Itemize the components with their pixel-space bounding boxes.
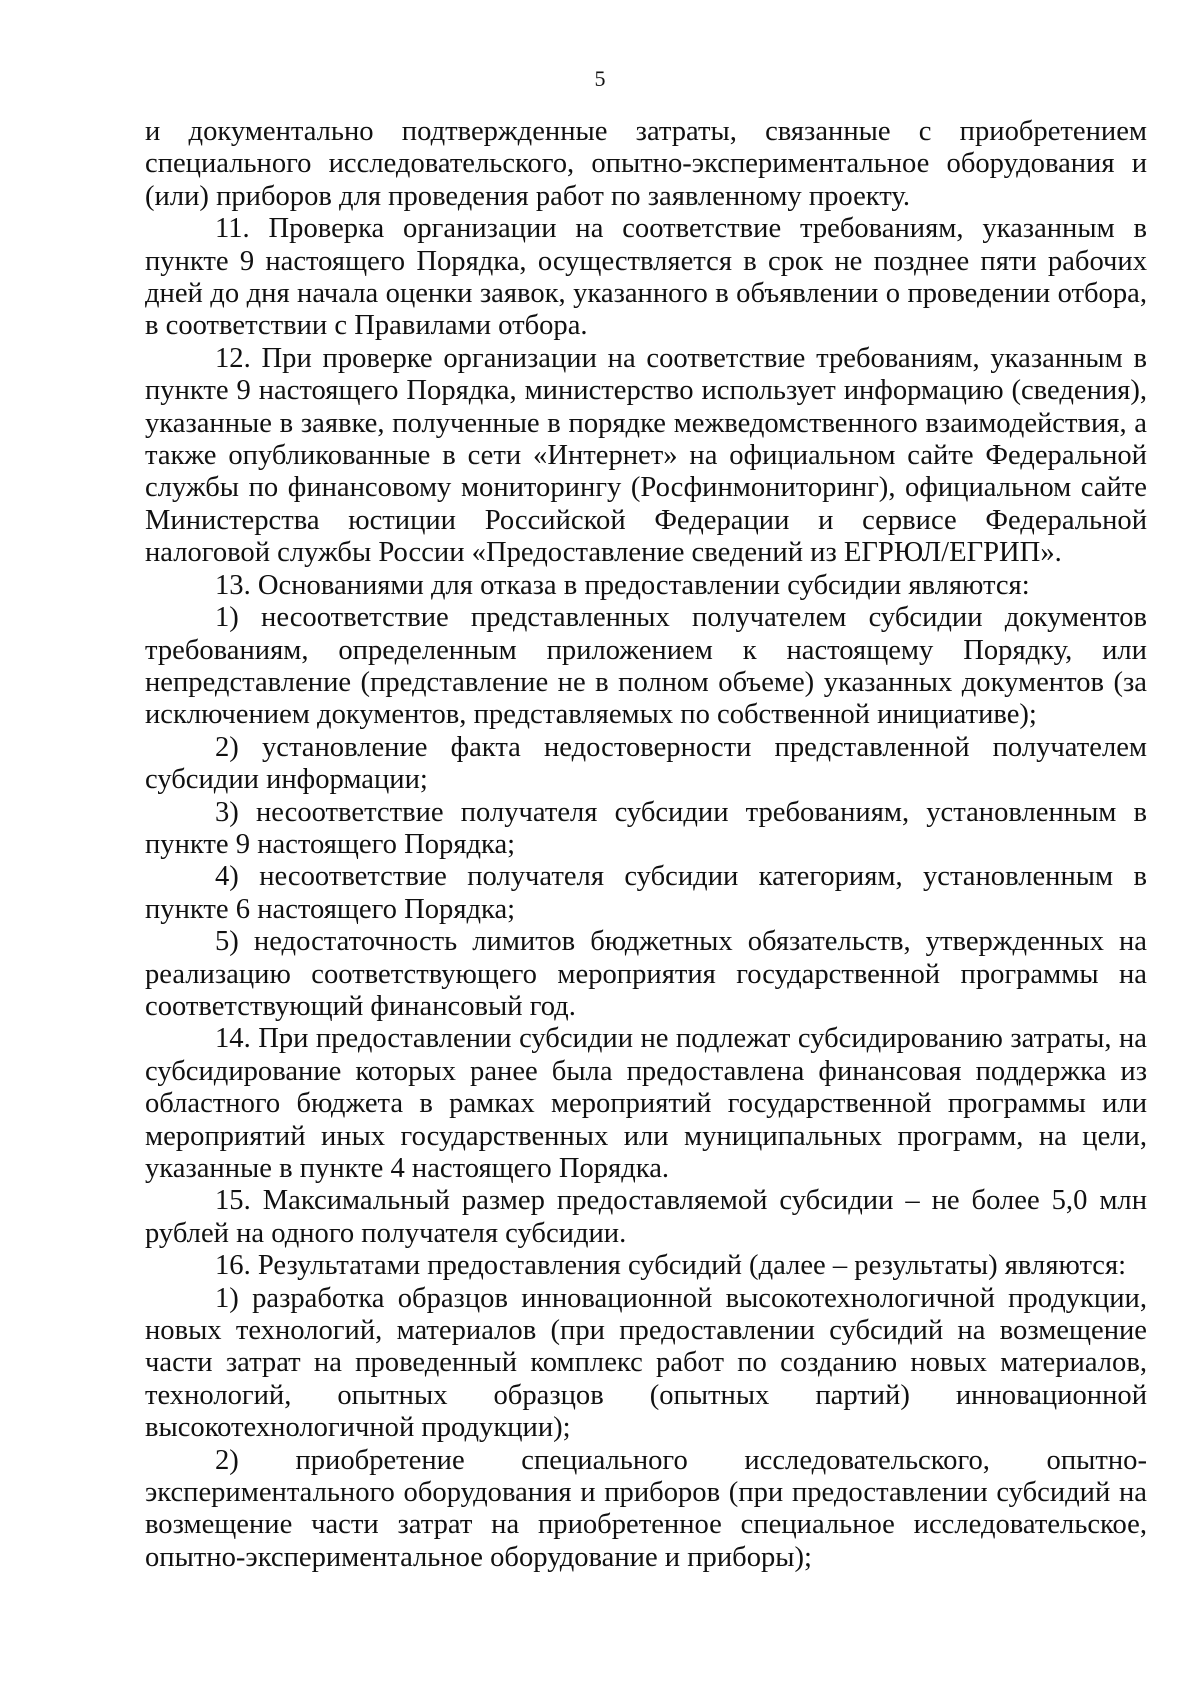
paragraph: 14. При предоставлении субсидии не подлежат субсидированию затраты, на субсидирование которых ранее была предоставлена финансовая поддержка из областного бюджета в рамках мероприятий государственной программы или мероприятий иных государственных или муниципальных программ, на цели, указанные в пункте 4 настоящего Порядка. [145, 1023, 1147, 1184]
paragraph: 13. Основаниями для отказа в предоставлении субсидии являются: [215, 569, 1030, 601]
paragraph: 2) установление факта недостоверности представленной получателем субсидии информации; [145, 731, 1147, 796]
document-body [145, 116, 1147, 1574]
page-number: 5 [594, 66, 606, 91]
paragraph: 1) разработка образцов инновационной высокотехнологичной продукции, новых технологий, материалов (при предоставлении субсидий на возмещение части затрат на проведенный комплекс работ по созданию новых материалов, технологий, опытных образцов (опытных партий) инновационной высокотехнологичной продукции); [145, 1282, 1147, 1444]
paragraph: 1) несоответствие представленных получателем субсидии документов требованиям, определенным приложением к настоящему Порядку, или непредставление (представление не в полном объеме) указанных документов (за исключением документов, представляемых по собственной инициативе); [145, 602, 1147, 731]
paragraph: 2) приобретение специального исследовательского, опытно-экспериментального оборудования и приборов (при предоставлении субсидий на возмещение части затрат на приобретенное специальное исследовательское, опытно-экспериментальное оборудование и приборы); [145, 1444, 1147, 1573]
paragraph: 16. Результатами предоставления субсидий (далее – результаты) являются: [215, 1250, 1127, 1282]
paragraph: 5) недостаточность лимитов бюджетных обязательств, утвержденных на реализацию соответствующего мероприятия государственной программы на соответствующий финансовый год. [145, 926, 1147, 1022]
paragraph: 11. Проверка организации на соответствие требованиям, указанным в пункте 9 настоящего Порядка, осуществляется в срок не позднее пяти рабочих дней до дня начала оценки заявок, указанного в объявлении о проведении отбора, в соответствии с Правилами отбора. [145, 213, 1147, 342]
paragraph: 3) несоответствие получателя субсидии требованиям, установленным в пункте 9 настоящего Порядка; [145, 796, 1147, 860]
paragraph: 4) несоответствие получателя субсидии категориям, установленным в пункте 6 настоящего Порядка; [145, 861, 1147, 925]
paragraph: и документально подтвержденные затраты, связанные с приобретением специального исследовательского, опытно-экспериментальное оборудования и (или) приборов для проведения работ по заявленному проекту. [145, 116, 1147, 212]
paragraph: 12. При проверке организации на соответствие требованиям, указанным в пункте 9 настоящего Порядка, министерство использует информацию (сведения), указанные в заявке, полученные в порядке межведомственного взаимодействия, а также опубликованные в сети «Интернет» на официальном сайте Федеральной службы по финансовому мониторингу (Росфинмониторинг), официальном сайте Министерства юстиции Российской Федерации и сервисе Федеральной налоговой службы России «Предоставление сведений из ЕГРЮЛ/ЕГРИП». [145, 342, 1147, 569]
paragraph: 15. Максимальный размер предоставляемой субсидии – не более 5,0 млн рублей на одного получателя субсидии. [145, 1185, 1147, 1249]
